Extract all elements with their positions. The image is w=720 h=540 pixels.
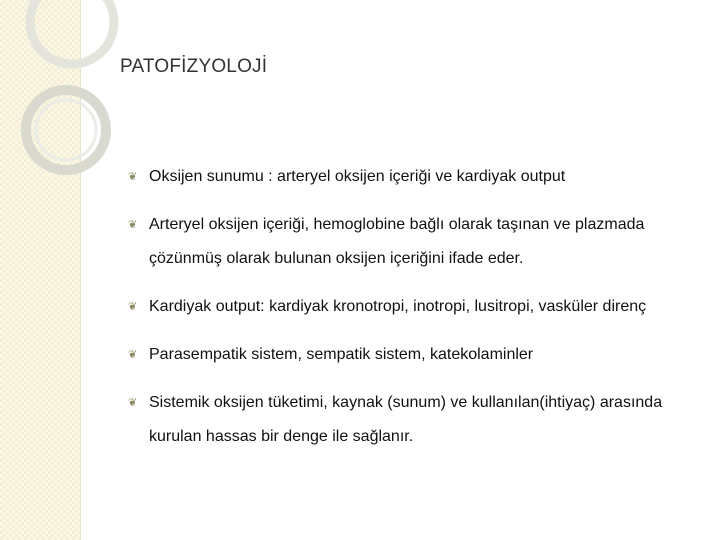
bullet-item bbox=[128, 338, 688, 372]
decorative-rings-icon bbox=[0, 0, 140, 200]
bullet-text: Arteryel oksijen içeriği, hemoglobine bağlı olarak taşınan ve plazmada çözünmüş olarak bulunan oksijen içeriğini ifade eder. bbox=[149, 216, 645, 267]
bullet-item bbox=[128, 386, 688, 454]
leaf-bullet-icon: ❦ bbox=[128, 349, 138, 361]
bullet-item bbox=[128, 290, 688, 324]
leaf-bullet-icon: ❦ bbox=[128, 301, 138, 313]
bullet-text: Parasempatik sistem, sempatik sistem, katekolaminler bbox=[149, 346, 534, 363]
bullet-text: Kardiyak output: kardiyak kronotropi, inotropi, lusitropi, vasküler direnç bbox=[149, 298, 647, 315]
leaf-bullet-icon: ❦ bbox=[128, 171, 138, 183]
bullet-item bbox=[128, 208, 688, 276]
bullet-text: Oksijen sunumu : arteryel oksijen içeriği ve kardiyak output bbox=[149, 168, 566, 185]
leaf-bullet-icon: ❦ bbox=[128, 219, 138, 231]
bullet-item bbox=[128, 160, 688, 194]
bullet-text: Sistemik oksijen tüketimi, kaynak (sunum) ve kullanılan(ihtiyaç) arasında kurulan hassas bir denge ile sağlanır. bbox=[149, 394, 663, 445]
leaf-bullet-icon: ❦ bbox=[128, 397, 138, 409]
bullet-list bbox=[128, 160, 688, 454]
slide-title: PATOFİZYOLOJİ bbox=[120, 56, 268, 77]
